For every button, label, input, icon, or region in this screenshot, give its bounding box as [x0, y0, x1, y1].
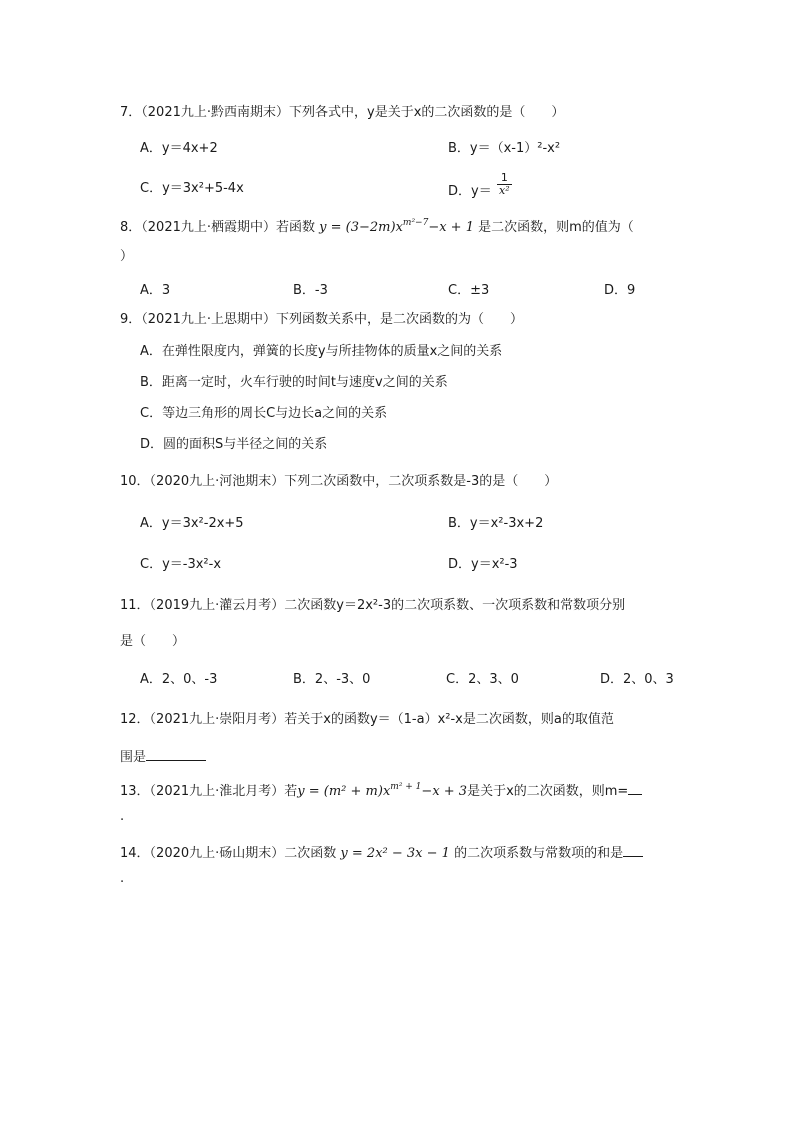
- question-number: 14．: [120, 846, 150, 861]
- option-b: B．-3: [293, 283, 328, 298]
- option-c: C．±3: [448, 283, 490, 298]
- question-source: （2021九上·上思期中）: [141, 312, 276, 327]
- option-a: A．2、0、-3: [140, 672, 218, 687]
- math-formula: $y = (m^2 + m)x^{m^2 + 1}-x + 3$: [297, 782, 468, 799]
- question-number: 9．: [120, 312, 142, 327]
- question-stem-post: 是二次函数，则m的值为（: [478, 220, 634, 235]
- math-formula: y = 2x² − 3x − 1: [340, 846, 450, 861]
- question-number: 10．: [120, 474, 150, 489]
- answer-blank[interactable]: [146, 746, 206, 761]
- option-c: C．2、3、0: [446, 672, 519, 687]
- question-number: 11．: [120, 598, 150, 613]
- option-d: [448, 183, 492, 201]
- question-stem-post: 的二次项系数与常数项的和是: [454, 846, 624, 861]
- question-source: （2021九上·崇阳月考）: [149, 712, 285, 727]
- question-10: [120, 473, 557, 491]
- option-b: B．y＝（x-1）²-x²: [448, 141, 561, 156]
- question-stem-post: 是关于x的二次函数，则m=: [467, 784, 629, 799]
- question-number: 12．: [120, 712, 150, 727]
- option-a: A．3: [140, 283, 171, 298]
- question-number: 8．: [120, 220, 142, 235]
- question-number: 7．: [120, 105, 142, 120]
- question-12-line2: 围是: [120, 746, 206, 767]
- question-source: （2021九上·淮北月考）: [149, 784, 285, 799]
- question-12: [120, 711, 614, 729]
- question-7: [120, 104, 564, 122]
- math-formula: $y = (3-2m)x^{m^2-7}-x + 1$: [319, 218, 474, 235]
- question-11-line2: 是（ ）: [120, 634, 186, 649]
- question-14: [120, 842, 643, 863]
- option-d: D．圆的面积S与半径之间的关系: [140, 437, 328, 452]
- question-stem-pre: 若: [284, 784, 298, 799]
- option-a: A．y＝3x²-2x+5: [140, 516, 244, 531]
- question-stem-pre: 二次函数: [284, 846, 337, 861]
- question-source: （2021九上·黔西南期末）: [141, 105, 289, 120]
- math-exponent: m²−7: [402, 218, 429, 228]
- answer-blank[interactable]: [623, 842, 643, 857]
- question-stem: 二次函数y＝2x²-3的二次项系数、一次项系数和常数项分别: [284, 598, 626, 613]
- option-b: B．2、-3、0: [293, 672, 371, 687]
- option-d-prefix: D．y＝: [448, 184, 492, 199]
- question-stem: 下列函数关系中，是二次函数的为（ ）: [276, 312, 524, 327]
- question-14-line2: .: [120, 871, 125, 886]
- option-d: D．2、0、3: [600, 672, 674, 687]
- option-b: B．距离一定时，火车行驶的时间t与速度v之间的关系: [140, 375, 448, 390]
- option-b: B．y＝x²-3x+2: [448, 516, 544, 531]
- question-13-line2: .: [120, 809, 125, 824]
- question-stem-pre: 若函数: [276, 220, 316, 235]
- option-d: D．y＝x²-3: [448, 557, 518, 572]
- question-source: （2021九上·栖霞期中）: [141, 220, 276, 235]
- question-source: （2020九上·河池期末）: [149, 474, 285, 489]
- option-c: C．y＝-3x²-x: [140, 557, 222, 572]
- question-11: [120, 597, 625, 615]
- option-c: C．y＝3x²+5-4x: [140, 181, 244, 196]
- option-d: D．9: [604, 283, 636, 298]
- question-stem: 下列各式中，y是关于x的二次函数的是（ ）: [289, 105, 565, 120]
- question-stem: 下列二次函数中，二次项系数是-3的是（ ）: [284, 474, 558, 489]
- option-a: A．在弹性限度内，弹簧的长度y与所挂物体的质量x之间的关系: [140, 344, 503, 359]
- question-8: [120, 219, 634, 238]
- question-13: [120, 780, 642, 802]
- question-number: 13．: [120, 784, 150, 799]
- question-source: （2020九上·砀山期末）: [149, 846, 285, 861]
- question-9: [120, 311, 523, 329]
- fraction-denominator: x²: [499, 184, 510, 197]
- answer-blank[interactable]: [628, 780, 642, 795]
- math-exponent: m² + 1: [390, 782, 422, 792]
- option-a: A．y＝4x+2: [140, 141, 218, 156]
- question-stem: 若关于x的函数y＝（1-a）x²-x是二次函数，则a的取值范: [284, 712, 614, 727]
- question-8-close: ）: [120, 249, 134, 264]
- option-c: C．等边三角形的周长C与边长a之间的关系: [140, 406, 388, 421]
- fraction-one-over-x-squared: [497, 172, 512, 197]
- question-source: （2019九上·灌云月考）: [149, 598, 285, 613]
- fraction-numerator: 1: [500, 171, 508, 184]
